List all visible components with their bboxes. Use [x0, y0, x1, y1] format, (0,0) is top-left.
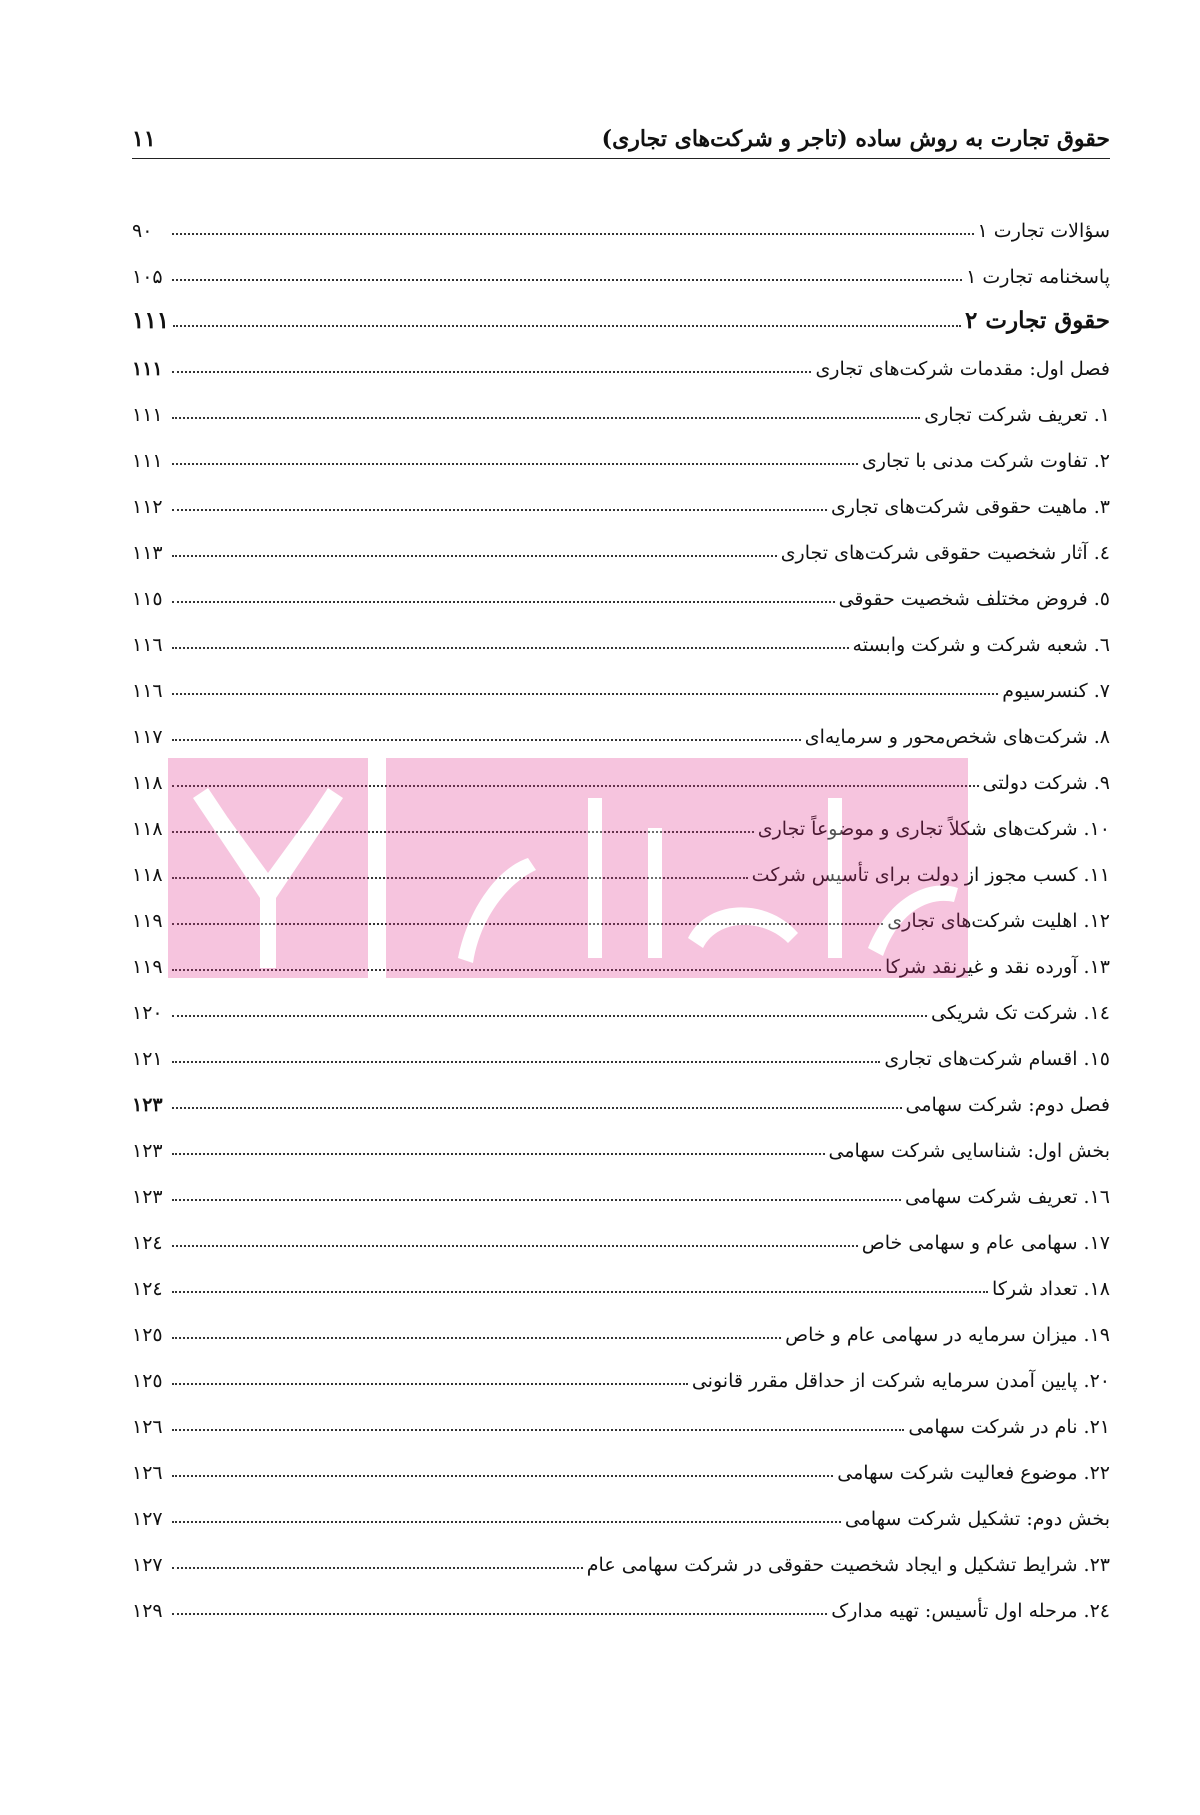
dot-leader [172, 1153, 825, 1155]
toc-entry [132, 1116, 1110, 1162]
toc-entry-label: ۱۳. آورده نقد و غیرنقد شرکا [884, 956, 1110, 978]
page-number: ۱۱ [132, 126, 156, 152]
toc-entry [132, 1484, 1110, 1530]
dot-leader [172, 463, 858, 465]
dot-leader [172, 371, 811, 373]
toc-entry-page: ۱۱٦ [132, 634, 163, 656]
toc-entry-label: ۱٦. تعریف شرکت سهامی [904, 1186, 1110, 1208]
toc-entry [132, 1576, 1110, 1622]
toc-entry [132, 1300, 1110, 1346]
dot-leader [172, 1291, 988, 1293]
toc-entry [132, 978, 1110, 1024]
toc-entry-label: ۹. شرکت دولتی [982, 772, 1110, 794]
dot-leader [172, 509, 827, 511]
toc-entry-label: ۱٥. اقسام شرکت‌های تجاری [884, 1048, 1110, 1070]
toc-entry [132, 334, 1110, 380]
toc-entry-page: ۱۱۷ [132, 726, 163, 748]
dot-leader [172, 1475, 833, 1477]
toc-entry-page: ۱۱۹ [132, 956, 163, 978]
toc-entry-page: ۱۲۹ [132, 1600, 163, 1622]
toc-entry [132, 840, 1110, 886]
toc-entry [132, 610, 1110, 656]
toc-entry-label: ۱۰. شرکت‌های شکلاً تجاری و موضوعاً تجاری [757, 818, 1110, 840]
toc-entry-label: فصل دوم: شرکت سهامی [905, 1094, 1110, 1116]
toc-entry [132, 1024, 1110, 1070]
toc-entry [132, 564, 1110, 610]
toc-entry-page: ۱۱۱ [132, 307, 170, 334]
dot-leader [172, 1107, 902, 1109]
toc-entry-label: فصل اول: مقدمات شرکت‌های تجاری [815, 358, 1110, 380]
dot-leader [172, 969, 881, 971]
toc-entry-label: ۱۷. سهامی عام و سهامی خاص [861, 1232, 1110, 1254]
toc-entry-page: ۱۱٦ [132, 680, 163, 702]
toc-entry-page: ۱۲۳ [132, 1140, 163, 1162]
toc-entry-page: ۱۲٦ [132, 1462, 163, 1484]
dot-leader [172, 1245, 858, 1247]
toc-entry-page: ۱۱٥ [132, 588, 163, 610]
dot-leader [172, 1429, 904, 1431]
dot-leader [172, 417, 920, 419]
toc-entry [132, 196, 1110, 242]
toc-entry [132, 1254, 1110, 1300]
toc-entry-page: ۱۲۳ [132, 1186, 163, 1208]
table-of-contents [132, 196, 1110, 1622]
toc-entry-label: ۲٤. مرحله اول تأسیس: تهیه مدارک [831, 1600, 1110, 1622]
toc-entry [132, 656, 1110, 702]
toc-entry [132, 1070, 1110, 1116]
toc-entry [132, 1208, 1110, 1254]
toc-entry-page: ۱۲٤ [132, 1232, 163, 1254]
dot-leader [172, 1337, 781, 1339]
toc-entry-page: ۱۲٥ [132, 1370, 163, 1392]
dot-leader [172, 1061, 880, 1063]
dot-leader [172, 233, 974, 235]
toc-entry-page: ۹۰ [132, 220, 153, 242]
toc-entry [132, 288, 1110, 334]
toc-entry [132, 1346, 1110, 1392]
toc-entry-label: ٥. فروض مختلف شخصیت حقوقی [838, 588, 1110, 610]
toc-entry-label: ۲. تفاوت شرکت مدنی با تجاری [861, 450, 1110, 472]
toc-entry [132, 702, 1110, 748]
toc-entry-label: پاسخنامه تجارت ۱ [966, 266, 1110, 288]
dot-leader [172, 1383, 688, 1385]
dot-leader [172, 1199, 901, 1201]
toc-entry-page: ۱۲٦ [132, 1416, 163, 1438]
toc-entry-label: ۷. کنسرسیوم [1002, 680, 1110, 702]
toc-entry-page: ۱۲٥ [132, 1324, 163, 1346]
page-header [132, 112, 1110, 159]
dot-leader [173, 325, 961, 327]
dot-leader [172, 739, 801, 741]
toc-entry-label: ۱۱. کسب مجوز از دولت برای تأسیس شرکت [751, 864, 1110, 886]
dot-leader [172, 555, 777, 557]
toc-entry-label: ٦. شعبه شرکت و شرکت وابسته [852, 634, 1110, 656]
toc-entry-label: سؤالات تجارت ۱ [977, 220, 1110, 242]
dot-leader [172, 1567, 583, 1569]
toc-entry [132, 1530, 1110, 1576]
toc-entry [132, 932, 1110, 978]
toc-entry-page: ۱۲۱ [132, 1048, 163, 1070]
toc-entry-label: ۲۰. پایین آمدن سرمایه شرکت از حداقل مقرر قانونی [691, 1370, 1110, 1392]
toc-entry-label: ۱۹. میزان سرمایه در سهامی عام و خاص [785, 1324, 1110, 1346]
toc-entry-label: بخش دوم: تشکیل شرکت سهامی [844, 1508, 1110, 1530]
toc-entry [132, 242, 1110, 288]
dot-leader [172, 923, 883, 925]
toc-entry-page: ۱۲۰ [132, 1002, 163, 1024]
toc-entry [132, 748, 1110, 794]
toc-entry-label: ۱۲. اهلیت شرکت‌های تجاری [887, 910, 1110, 932]
toc-entry-label: ۳. ماهیت حقوقی شرکت‌های تجاری [830, 496, 1110, 518]
toc-entry [132, 1392, 1110, 1438]
dot-leader [172, 693, 998, 695]
toc-entry-label: ٤. آثار شخصیت حقوقی شرکت‌های تجاری [780, 542, 1110, 564]
toc-entry-page: ۱۱۸ [132, 864, 163, 886]
toc-entry-page: ۱۱۸ [132, 772, 163, 794]
toc-entry-page: ۱۱۲ [132, 496, 163, 518]
toc-entry [132, 794, 1110, 840]
toc-entry-label: ۲۳. شرایط تشکیل و ایجاد شخصیت حقوقی در شرکت سهامی عام [586, 1554, 1110, 1576]
toc-entry-label: ۱۸. تعداد شرکا [992, 1278, 1110, 1300]
dot-leader [172, 601, 835, 603]
dot-leader [172, 1015, 927, 1017]
running-title: حقوق تجارت به روش ساده (تاجر و شرکت‌های تجاری) [601, 126, 1110, 152]
toc-entry [132, 1438, 1110, 1484]
toc-entry-page: ۱۲۷ [132, 1554, 163, 1576]
toc-entry-label: بخش اول: شناسایی شرکت سهامی [828, 1140, 1110, 1162]
toc-entry [132, 380, 1110, 426]
dot-leader [172, 279, 962, 281]
toc-entry [132, 886, 1110, 932]
toc-entry-page: ۱۱۳ [132, 542, 163, 564]
dot-leader [172, 1613, 827, 1615]
toc-entry-page: ۱۱۸ [132, 818, 163, 840]
toc-entry-page: ۱۱۱ [132, 450, 163, 472]
toc-entry-page: ۱۰۵ [132, 266, 163, 288]
toc-entry [132, 1162, 1110, 1208]
toc-entry [132, 472, 1110, 518]
toc-entry-page: ۱۱۱ [132, 404, 163, 426]
toc-entry [132, 426, 1110, 472]
dot-leader [172, 877, 748, 879]
dot-leader [172, 831, 754, 833]
dot-leader [172, 647, 849, 649]
toc-entry-label: ١٤. شرکت تک شریکی [931, 1002, 1110, 1024]
toc-entry-page: ۱۱۱ [132, 358, 163, 380]
toc-entry-page: ۱۱۹ [132, 910, 163, 932]
dot-leader [172, 785, 979, 787]
dot-leader [172, 1521, 841, 1523]
toc-entry-label: ۲۲. موضوع فعالیت شرکت سهامی [837, 1462, 1110, 1484]
toc-entry-page: ۱۲۷ [132, 1508, 163, 1530]
toc-entry-label: ۲۱. نام در شرکت سهامی [908, 1416, 1110, 1438]
toc-entry-page: ۱۲۳ [132, 1094, 163, 1116]
toc-entry-page: ۱۲٤ [132, 1278, 163, 1300]
toc-entry-label: حقوق تجارت ۲ [965, 307, 1110, 334]
toc-entry-label: ۸. شرکت‌های شخص‌محور و سرمایه‌ای [804, 726, 1110, 748]
toc-entry-label: ۱. تعریف شرکت تجاری [924, 404, 1110, 426]
toc-entry [132, 518, 1110, 564]
